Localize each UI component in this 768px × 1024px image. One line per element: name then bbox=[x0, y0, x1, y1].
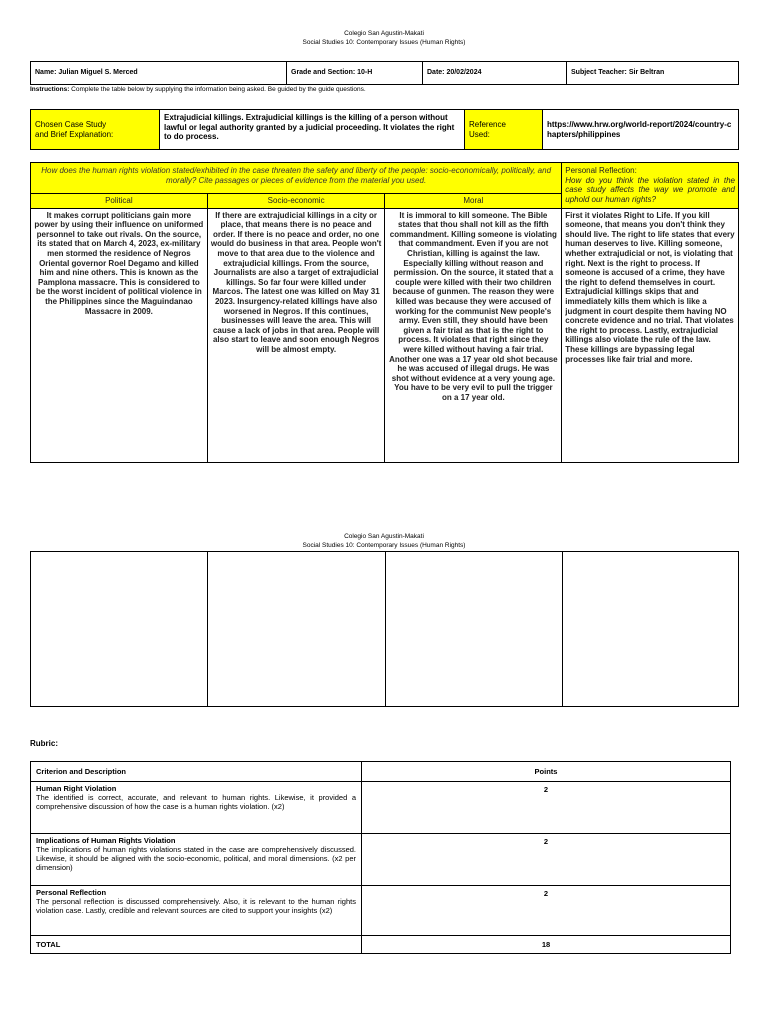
rubric-criterion-desc: The personal reflection is discussed comprehensively. Also, it is relevant to the human rights violation case. Lastly, credible and relevant sources are cited to support your insights (x2) bbox=[36, 897, 356, 915]
column-political-header: Political bbox=[31, 194, 208, 209]
case-study-label-line2: and Brief Explanation: bbox=[35, 129, 114, 139]
rubric-row bbox=[31, 886, 731, 936]
rubric-criterion bbox=[31, 886, 362, 936]
continuation-cell-political bbox=[31, 552, 208, 707]
moral-answer: It is immoral to kill someone. The Bible states that thou shall not kill as the fifth commandment. Killing someone is violating that commandment. Even if you are not Christian, killing is against the law. Especially killing without reason and permission. On the source, it stated that a couple were killed with their two children because of gunmen. The reason they were killed was because they were accused of working for the communist New people's army. Even still, they should have been given a fair trial as that is the right to process. It violates that right since they were killed without having a fair trial. Another one was a 17 year old shot because he was accused of illegal drugs. He was shot without evidence at a very young age. You have to be very evil to pull the trigger on a 17 year old. bbox=[385, 208, 562, 462]
rubric-criterion-desc: The identified is correct, accurate, and relevant to human rights. Likewise, it provided a comprehensive discussion of how the case is a human rights violation. (x2) bbox=[36, 793, 356, 811]
continuation-cell-moral bbox=[386, 552, 563, 707]
case-explanation: Extrajudicial killings. Extrajudicial killings is the killing of a person without lawful or legal authority granted by a judicial proceeding. It violates the right to do process. bbox=[160, 110, 465, 150]
reference-label bbox=[465, 110, 543, 150]
continuation-cell-reflection bbox=[563, 552, 739, 707]
continuation-table bbox=[30, 551, 739, 707]
case-study-label-line1: Chosen Case Study bbox=[35, 120, 107, 129]
reflection-question: How do you think the violation stated in the case study affects the way we promote and uphold our human rights? bbox=[565, 175, 735, 204]
rubric-total-points: 18 bbox=[362, 936, 731, 954]
political-answer: It makes corrupt politicians gain more power by using their influence on uniformed personnel to take out rivals. On the source, its stated that on March 4, 2023, ex-military men stormed the residence of Negros Oriental governor Roel Degamo and killed him and nine others. This is known as the Pamplona massacre. This is considered to be the worst incident of political violence in the Philippines since the Maguindanao Massacre in 2009. bbox=[31, 208, 208, 462]
date: Date: 20/02/2024 bbox=[423, 62, 567, 85]
continuation-cell-socio-economic bbox=[208, 552, 386, 707]
instructions-text: Complete the table below by supplying the information being asked. Be guided by the guide questions. bbox=[69, 86, 366, 93]
rubric-header-criterion: Criterion and Description bbox=[31, 762, 362, 782]
rubric-criterion-title: Personal Reflection bbox=[36, 888, 107, 897]
column-socio-economic-header: Socio-economic bbox=[207, 194, 385, 209]
rubric-header-points: Points bbox=[362, 762, 731, 782]
analysis-table bbox=[30, 162, 739, 463]
reference-label-line1: Reference bbox=[469, 120, 506, 129]
instructions-label: Instructions: bbox=[30, 86, 70, 93]
course-title-page2: Social Studies 10: Contemporary Issues (Human Rights) bbox=[302, 542, 466, 549]
rubric-table bbox=[30, 761, 731, 954]
case-study-table bbox=[30, 109, 739, 150]
rubric-criterion bbox=[31, 782, 362, 834]
rubric-row bbox=[31, 782, 731, 834]
reference-label-line2: Used: bbox=[469, 129, 490, 139]
rubric-criterion-desc: The implications of human rights violations stated in the case are comprehensively discussed. Likewise, it should be aligned with the socio-economic, political, and moral dimensions. (x2 per dimension) bbox=[36, 845, 356, 872]
guide-question: How does the human rights violation stated/exhibited in the case threaten the safety and liberty of the people: socio-economically, politically, and morally? Cite passages or pieces of evidence from the material you used. bbox=[31, 163, 562, 194]
reflection-header bbox=[562, 163, 739, 209]
student-info-table bbox=[30, 61, 739, 85]
socio-economic-answer: If there are extrajudicial killings in a city or place, that means there is no peace and order. If there is no peace and order, no one would do business in that area. People won't move to that area due to the violence and extrajudicial killings. From the source, Journalists are also a target of extrajudicial killings. So far four were killed under Marcos. The latest one was killed on May 31 2023. Insurgency-related killings have also worsened in Negros. If this continues, businesses will leave the area. This will cause a lack of jobs in that area. People will also start to leave and soon enough Negros will be almost empty. bbox=[207, 208, 385, 462]
rubric-points: 2 bbox=[362, 886, 731, 936]
reflection-title: Personal Reflection: bbox=[565, 166, 637, 175]
rubric-points: 2 bbox=[362, 834, 731, 886]
student-name: Name: Julian Miguel S. Merced bbox=[31, 62, 287, 85]
rubric-criterion bbox=[31, 834, 362, 886]
course-title: Social Studies 10: Contemporary Issues (Human Rights) bbox=[302, 39, 466, 46]
reflection-answer: First it violates Right to Life. If you kill someone, that means you don't think they should live. The right to life states that every human deserves to live. Killing someone, whether extrajudicial or not, is violating that right. Next is the right to process. If someone is accused of a crime, they have the right to defend themselves in court. Extrajudicial killings skips that and immediately kills them which is like a judgment in court despite them having NO concrete evidence and no trial. That violates the right to process. Lastly, extrajudicial killings also violate the rule of the law. These killings are bypassing legal processes like fair trial and more. bbox=[562, 208, 739, 462]
school-name: Colegio San Agustin-Makati bbox=[344, 30, 424, 37]
rubric-total-label: TOTAL bbox=[31, 936, 362, 954]
column-moral-header: Moral bbox=[385, 194, 562, 209]
reference-url[interactable]: https://www.hrw.org/world-report/2024/country-chapters/philippines bbox=[543, 110, 739, 150]
rubric-points: 2 bbox=[362, 782, 731, 834]
instructions bbox=[30, 86, 366, 93]
rubric-criterion-title: Implications of Human Rights Violation bbox=[36, 836, 176, 845]
case-study-label bbox=[31, 110, 160, 150]
rubric-title: Rubric: bbox=[30, 739, 58, 748]
school-name-page2: Colegio San Agustin-Makati bbox=[344, 533, 424, 540]
grade-section: Grade and Section: 10-H bbox=[287, 62, 423, 85]
subject-teacher: Subject Teacher: Sir Beltran bbox=[567, 62, 739, 85]
rubric-row bbox=[31, 834, 731, 886]
rubric-criterion-title: Human Right Violation bbox=[36, 784, 117, 793]
